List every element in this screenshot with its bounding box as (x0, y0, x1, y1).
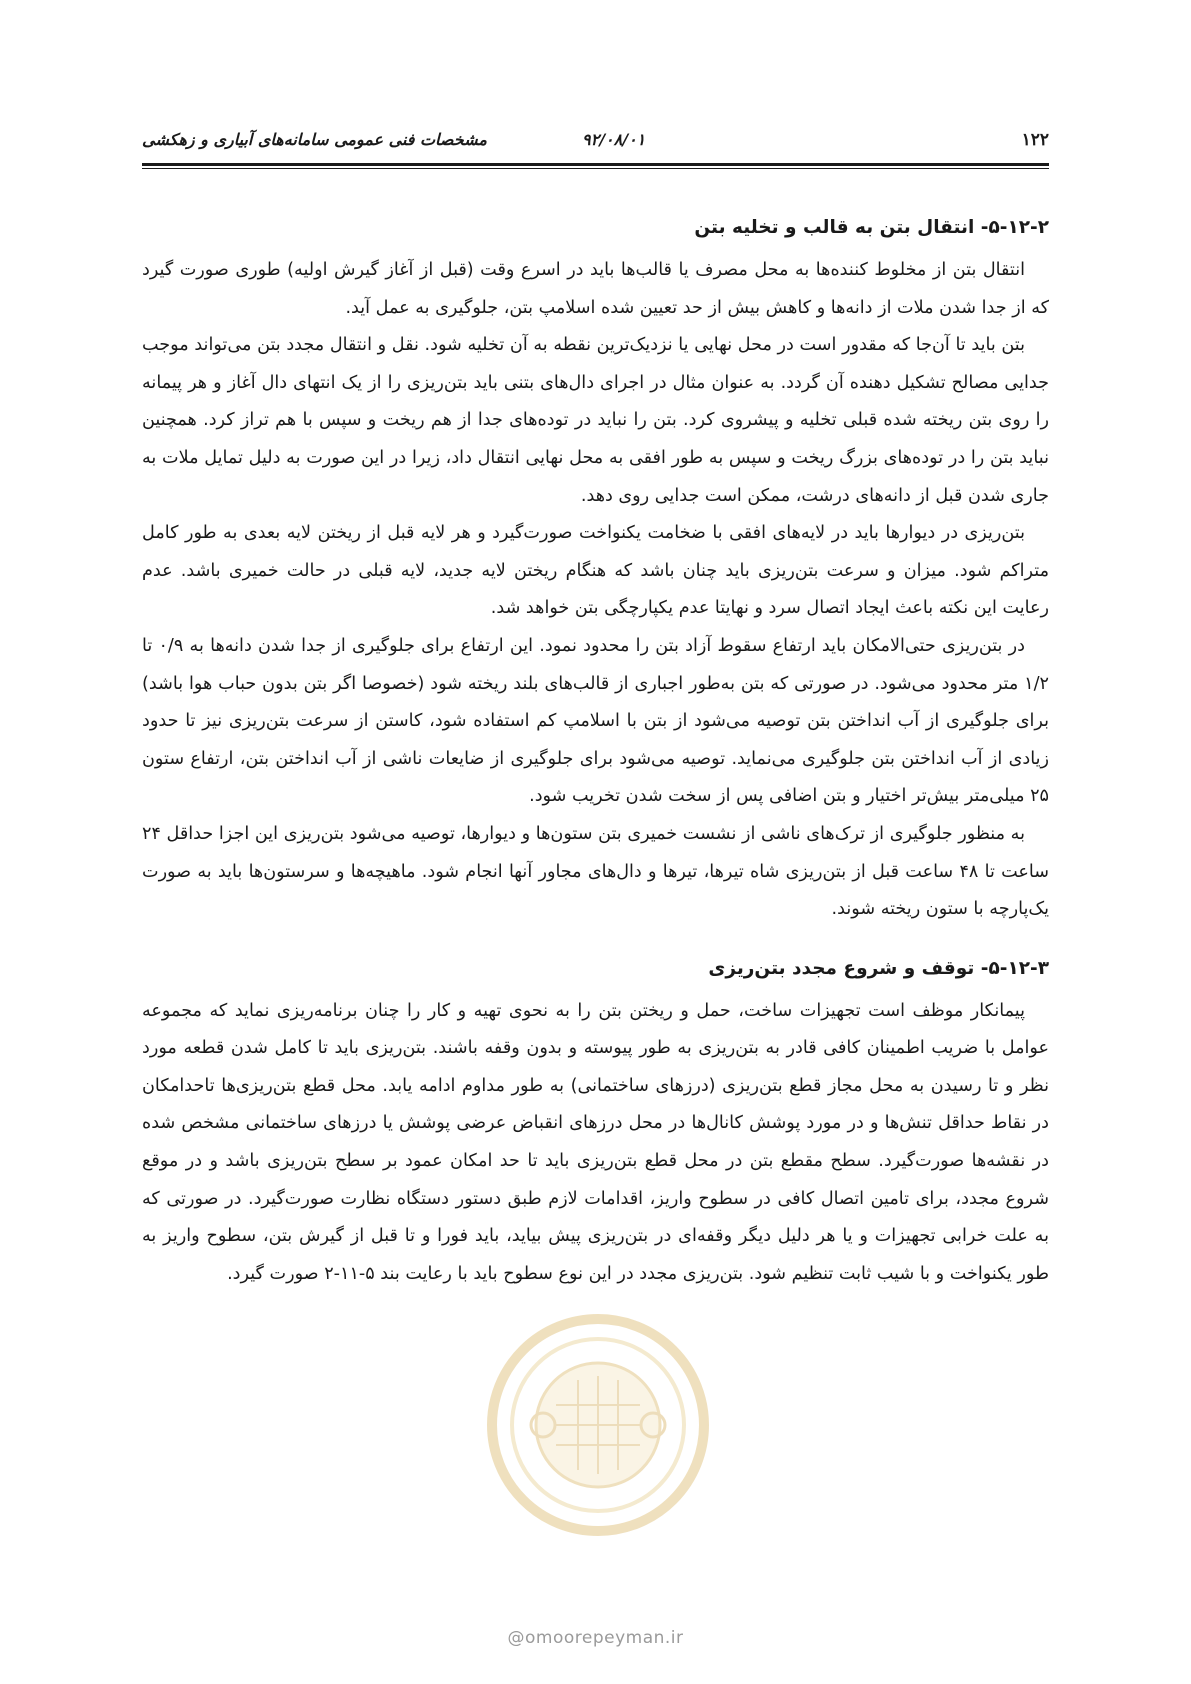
watermark-url: @omoorepeyman.ir (507, 1628, 684, 1648)
running-header (142, 126, 1049, 166)
body-paragraph: بتن باید تا آن‌جا که مقدور است در محل نهایی یا نزدیک‌ترین نقطه به آن تخلیه شود. نقل و انتقال مجدد بتن می‌تواند موجب جدایی مصالح تشکیل دهنده آن گردد. به عنوان مثال در اجرای دال‌های بتنی باید بتن‌ریزی را از یک انتهای دال آغاز و هر پیمانه را روی بتن ریخته شده قبلی تخلیه و پیشروی کرد. بتن را نباید در توده‌های جدا از هم ریخت و سپس با هم تراز کرد. همچنین نباید بتن را در توده‌های بزرگ ریخت و سپس به طور افقی به محل نهایی انتقال داد، زیرا در این صورت به دلیل تمایل ملات به جاری شدن قبل از دانه‌های درشت، ممکن است جدایی روی دهد. (142, 335, 1049, 506)
watermark-seal-icon (483, 1310, 713, 1540)
body-paragraph: انتقال بتن از مخلوط کننده‌ها به محل مصرف یا قالب‌ها باید در اسرع وقت (قبل از آغاز گیرش اولیه) طوری صورت گیرد که از جدا شدن ملات از دانه‌ها و کاهش بیش از حد تعیین شده اسلامپ بتن، جلوگیری به عمل آید. (142, 260, 1049, 318)
body-paragraph: پیمانکار موظف است تجهیزات ساخت، حمل و ریختن بتن را به نحوی تهیه و کار را چنان برنامه‌ریزی نماید که مجموعه عوامل با ضریب اطمینان کافی قادر به بتن‌ریزی به طور پیوسته و بدون وقفه باشند. بتن‌ریزی باید تا کامل شدن قطعه مورد نظر و تا رسیدن به محل مجاز قطع بتن‌ریزی (درزهای ساختمانی) به طور مداوم ادامه یابد. محل قطع بتن‌ریزی‌ها تاحدامکان در نقاط حداقل تنش‌ها و در مورد پوشش کانال‌ها در محل درزهای انقباض عرضی پوشش یا درزهای ساختمانی مشخص شده در نقشه‌ها صورت‌گیرد. سطح مقطع بتن در محل قطع بتن‌ریزی باید تا حد امکان عمود بر سطح بتن‌ریزی باشد و در موقع شروع مجدد، برای تامین اتصال کافی در سطوح واریز، اقدامات لازم طبق دستور دستگاه نظارت صورت‌گیرد. در صورتی که به علت خرابی تجهیزات و یا هر دلیل دیگر وقفه‌ای در بتن‌ریزی پیش بیاید، باید فورا و تا قبل از گیرش بتن، سطوح واریز به طور یکنواخت و با شیب ثابت تنظیم شود. بتن‌ریزی مجدد در این نوع سطوح باید با رعایت بند ۵-۱۱-۲ صورت گیرد. (142, 1000, 1049, 1284)
section-heading-concrete-transfer: ۵-۱۲-۲- انتقال بتن به قالب و تخلیه بتن (694, 217, 1049, 238)
section-heading-pour-stop-restart: ۵-۱۲-۳- توقف و شروع مجدد بتن‌ریزی (708, 957, 1049, 979)
body-paragraph: در بتن‌ریزی حتی‌الامکان باید ارتفاع سقوط آزاد بتن را محدود نمود. این ارتفاع برای جلوگیری از جدا شدن دانه‌ها به ۰/۹ تا ۱/۲ متر محدود می‌شود. در صورتی که بتن به‌طور اجباری از قالب‌های بلند ریخته شود (خصوصا اگر بتن بدون حباب هوا باشد) برای جلوگیری از آب انداختن بتن توصیه می‌شود از بتن با اسلامپ کم استفاده شود، کاستن از سرعت بتن‌ریزی نیز تا حدود زیادی از آب انداختن بتن جلوگیری می‌نماید. توصیه می‌شود برای جلوگیری از ضایعات ناشی از آب انداختن بتن، ارتفاع ستون ۲۵ میلی‌متر بیش‌تر اختیار و بتن اضافی پس از سخت شدن تخریب شود. (142, 635, 1049, 807)
header-rule-thin (142, 168, 1049, 169)
page-body (142, 214, 1049, 1293)
header-book-title: مشخصات فنی عمومی سامانه‌های آبیاری و زهکشی (142, 130, 487, 149)
header-rule-thick (142, 163, 1049, 166)
body-paragraph: به منظور جلوگیری از ترک‌های ناشی از نشست خمیری بتن ستون‌ها و دیوارها، توصیه می‌شود بتن‌ریزی این اجزا حداقل ۲۴ ساعت تا ۴۸ ساعت قبل از بتن‌ریزی شاه تیرها، تیرها و دال‌های مجاور آنها انجام شود. ماهیچه‌ها و سرستون‌ها باید به صورت یک‌پارچه با ستون ریخته شوند. (142, 823, 1049, 920)
header-date: ۹۲/۰۸/۰۱ (582, 130, 646, 149)
header-page-number: ۱۲۲ (1021, 130, 1049, 150)
body-paragraph: بتن‌ریزی در دیوارها باید در لایه‌های افقی با ضخامت یکنواخت صورت‌گیرد و هر لایه قبل از ریختن لایه بعدی به طور کامل متراکم شود. میزان و سرعت بتن‌ریزی باید چنان باشد که هنگام ریختن لایه جدید، لایه قبلی در حالت خمیری باشد. عدم رعایت این نکته باعث ایجاد اتصال سرد و نهایتا عدم یکپارچگی بتن خواهد شد. (142, 523, 1049, 619)
